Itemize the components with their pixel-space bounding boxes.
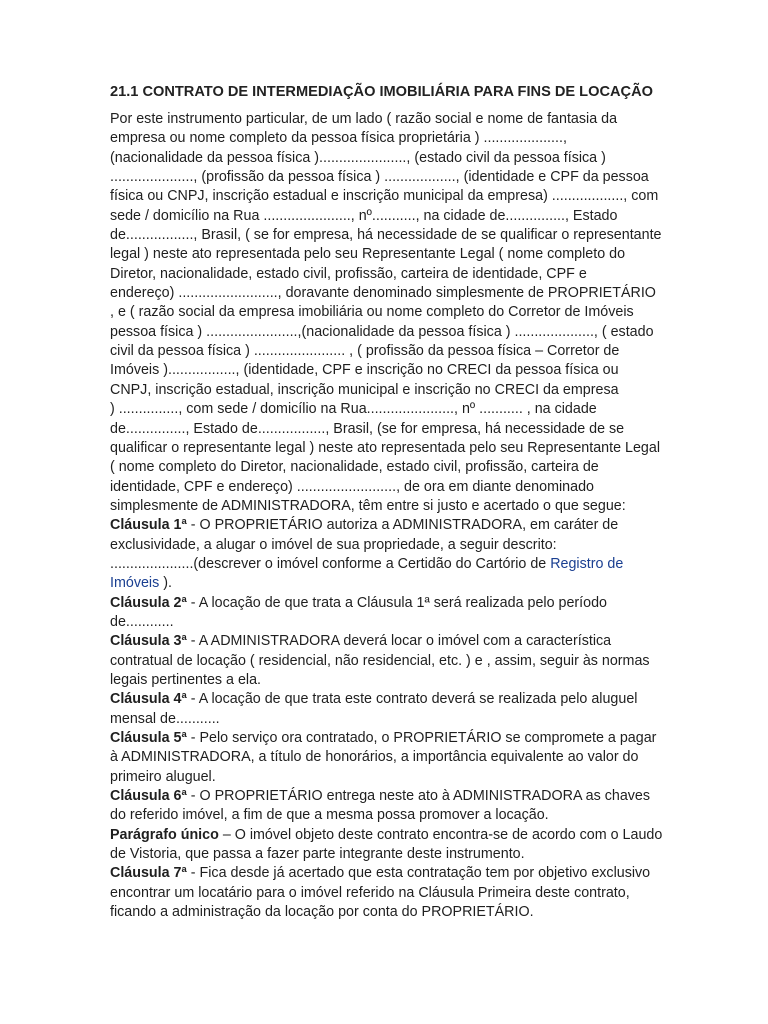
paragrafo-unico-text: – O imóvel objeto deste contrato encontra-se de acordo com o Laudo (218, 826, 663, 843)
preamble-line: legal ) neste ato representada pelo seu Representante Legal ( nome completo do (110, 246, 626, 263)
clause-3-text: - A ADMINISTRADORA deverá locar o imóvel com a característica (186, 633, 612, 650)
clause-1-line (110, 516, 648, 535)
preamble-line: empresa ou nome completo da pessoa física proprietária ) ...................., (110, 130, 567, 147)
preamble-line: identidade, CPF e endereço) ........................., de ora em diante denominado (110, 478, 594, 495)
preamble-line: Imóveis )................., (identidade, CPF e inscrição no CRECI da pessoa física ou (110, 362, 619, 379)
clause-7-line: encontrar um locatário para o imóvel referido na Cláusula Primeira deste contrato, (110, 884, 630, 901)
clause-1-line (110, 555, 648, 574)
clause-1-text: ). (159, 575, 172, 592)
paragrafo-unico-line (110, 826, 663, 845)
preamble-line: pessoa física ) .......................,(nacionalidade da pessoa física ) ...................., ( estado (110, 323, 654, 340)
clause-4-label: Cláusula 4ª (110, 691, 187, 708)
clause-5-text: - Pelo serviço ora contratado, o PROPRIETÁRIO se compromete a pagar (186, 730, 657, 746)
clause-3-label: Cláusula 3ª (110, 633, 187, 650)
preamble-line: civil da pessoa física ) ....................... , ( profissão da pessoa física – Corretor de (110, 343, 620, 360)
clause-5-line: primeiro aluguel. (110, 768, 216, 785)
clause-5-line (110, 729, 657, 748)
clause-1-text: .....................(descrever o imóvel conforme a Certidão do Cartório de (110, 555, 551, 572)
preamble-line: de..............., Estado de................., Brasil, (se for empresa, há necessidade de se (110, 420, 625, 437)
clause-6-text: - O PROPRIETÁRIO entrega neste ato à ADMINISTRADORA as chaves (186, 788, 651, 805)
preamble-line: endereço) ........................., doravante denominado simplesmente de PROPRIETÁRIO (110, 285, 656, 302)
contract-body (110, 110, 663, 922)
preamble-line: física ou CNPJ, inscrição estadual e inscrição municipal da empresa) .................., com (110, 188, 659, 205)
clause-2-label: Cláusula 2ª (110, 594, 187, 611)
registro-de-imoveis-link[interactable]: Registro de (550, 555, 624, 572)
preamble-line: (nacionalidade da pessoa física )......................, (estado civil da pessoa física ) (110, 149, 606, 166)
clause-1-line (110, 574, 648, 593)
preamble-line: qualificar o representante legal ) neste ato representada pelo seu Representante Legal (110, 439, 661, 456)
registro-de-imoveis-link[interactable]: Imóveis (110, 575, 160, 592)
preamble-line: sede / domicílio na Rua ......................, nº..........., na cidade de..............., Estado (110, 207, 618, 224)
preamble-line: Por este instrumento particular, de um lado ( razão social e nome de fantasia da (110, 111, 618, 127)
paragrafo-unico-line: de Vistoria, que passa a fazer parte integrante deste instrumento. (110, 846, 525, 863)
preamble-line: ) ..............., com sede / domicílio na Rua......................, nº ........... , na cidade (110, 401, 597, 418)
preamble-line: ....................., (profissão da pessoa física ) .................., (identidade e CPF da pessoa (110, 169, 649, 186)
preamble-line: simplesmente de ADMINISTRADORA, têm entre si justo e acertado o que segue: (110, 497, 626, 514)
clause-1-text: - O PROPRIETÁRIO autoriza a ADMINISTRADORA, em caráter de (186, 517, 619, 534)
clause-1-line: exclusividade, a alugar o imóvel de sua propriedade, a seguir descrito: (110, 536, 557, 553)
clause-1-label: Cláusula 1ª (110, 517, 187, 534)
preamble-line: de................., Brasil, ( se for empresa, há necessidade de se qualificar o representante (110, 227, 662, 244)
preamble-line: , e ( razão social da empresa imobiliária ou nome completo do Corretor de Imóveis (110, 304, 634, 321)
preamble-line: Diretor, nacionalidade, estado civil, profissão, carteira de identidade, CPF e (110, 265, 587, 282)
preamble-line: CNPJ, inscrição estadual, inscrição municipal e inscrição no CRECI da empresa (110, 381, 619, 398)
clause-2-line (110, 594, 648, 613)
clause-7-text: - Fica desde já acertado que esta contratação tem por objetivo exclusivo (186, 865, 651, 882)
clause-3-line: legais pertinentes a ela. (110, 671, 262, 688)
clause-4-line (110, 690, 648, 709)
preamble-line: ( nome completo do Diretor, nacionalidade, estado civil, profissão, carteira de (110, 459, 599, 476)
clause-2-line: de............ (110, 613, 174, 630)
paragrafo-unico-label: Parágrafo único (110, 826, 219, 843)
clause-5-label: Cláusula 5ª (110, 730, 187, 746)
clause-4-text: - A locação de que trata este contrato deverá se realizada pelo aluguel (186, 691, 638, 708)
clause-5-line: à ADMINISTRADORA, a título de honorários, a importância equivalente ao valor do (110, 749, 639, 766)
clause-4-line: mensal de........... (110, 710, 220, 727)
clause-7-line (110, 864, 651, 883)
clause-6-label: Cláusula 6ª (110, 788, 187, 805)
clause-2-text: - A locação de que trata a Cláusula 1ª será realizada pelo período (186, 594, 607, 611)
clause-6-line (110, 787, 651, 806)
clause-3-line: contratual de locação ( residencial, não residencial, etc. ) e , assim, seguir às normas (110, 652, 650, 669)
clause-7-label: Cláusula 7ª (110, 865, 187, 882)
clause-7-line: ficando a administração da locação por conta do PROPRIETÁRIO. (110, 904, 534, 921)
clause-6-line: do referido imóvel, a fim de que a mesma possa promover a locação. (110, 807, 549, 824)
clause-3-line (110, 632, 648, 651)
document-title: 21.1 CONTRATO DE INTERMEDIAÇÃO IMOBILIÁRIA PARA FINS DE LOCAÇÃO (110, 84, 653, 100)
